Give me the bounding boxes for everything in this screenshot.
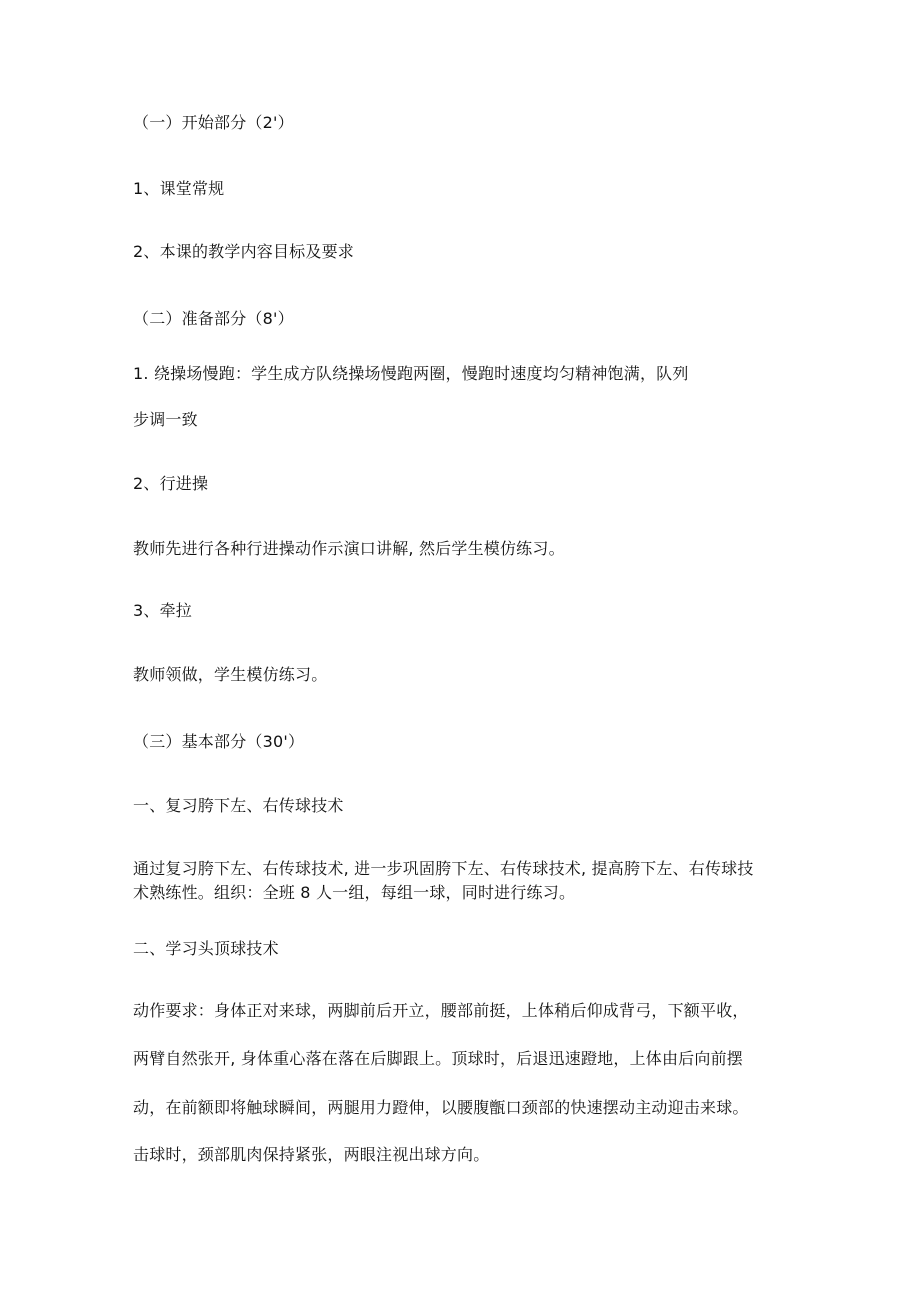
list-item: 3、牵拉 — [133, 601, 192, 620]
paragraph-line: 1. 绕操场慢跑：学生成方队绕操场慢跑两圈，慢跑时速度均匀精神饱满，队列 — [133, 364, 689, 383]
section-heading-start: （一）开始部分（2'） — [133, 113, 294, 132]
paragraph-line: 两臂自然张开, 身体重心落在落在后脚跟上。顶球时，后退迅速蹬地，上体由后向前摆 — [133, 1049, 743, 1068]
paragraph-line: 击球时，颈部肌肉保持紧张，两眼注视出球方向。 — [133, 1145, 490, 1164]
paragraph-line: 动作要求：身体正对来球，两脚前后开立，腰部前挺，上体稍后仰成背弓，下额平收， — [133, 1001, 749, 1020]
subsection-heading: 二、学习头顶球技术 — [133, 939, 279, 958]
list-item: 2、本课的教学内容目标及要求 — [133, 242, 354, 261]
section-heading-prep: （二）准备部分（8'） — [133, 309, 294, 328]
paragraph-line: 动，在前额即将触球瞬间，两腿用力蹬伸，以腰腹甑口颈部的快速摆动主动迎击来球。 — [133, 1098, 749, 1117]
list-item: 1、课堂常规 — [133, 179, 225, 198]
section-heading-basic: （三）基本部分（30'） — [133, 732, 305, 751]
paragraph-line: 教师领做，学生模仿练习。 — [133, 665, 328, 684]
paragraph-line: 步调一致 — [133, 410, 198, 429]
paragraph-line: 术熟练性。组织：全班 8 人一组，每组一球，同时进行练习。 — [133, 883, 576, 902]
paragraph-line: 通过复习胯下左、右传球技术, 进一步巩固胯下左、右传球技术, 提高胯下左、右传球技 — [133, 859, 754, 878]
list-item: 2、行进操 — [133, 474, 209, 493]
subsection-heading: 一、复习胯下左、右传球技术 — [133, 796, 344, 815]
paragraph-line: 教师先进行各种行进操动作示演口讲解, 然后学生模仿练习。 — [133, 539, 565, 558]
